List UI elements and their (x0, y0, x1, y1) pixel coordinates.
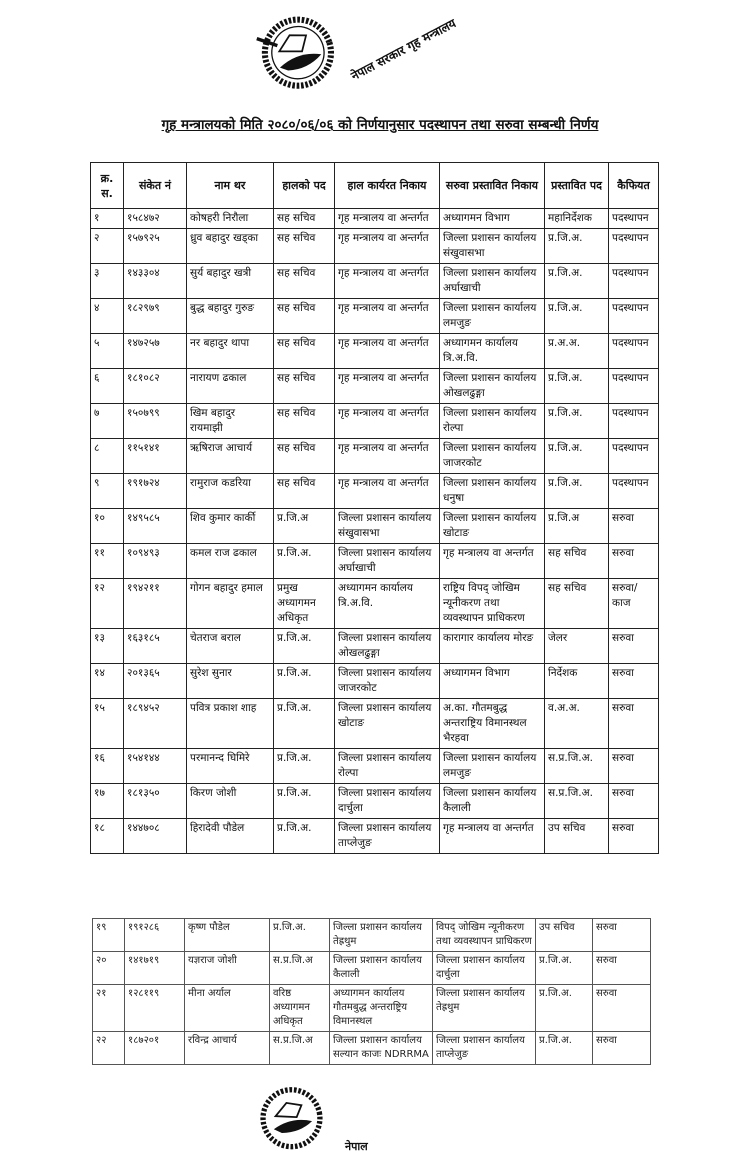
proposed-post-cell: उप सचिव (545, 819, 609, 854)
current-post-cell: प्र.जि.अ. (274, 664, 335, 699)
current-post-cell: प्र.जि.अ. (274, 629, 335, 664)
header-proposed-post: प्रस्तावित पद (545, 163, 609, 209)
serial-number-cell: ७ (91, 404, 124, 439)
employee-name-cell: कृष्ण पौडेल (185, 919, 270, 952)
proposed-office-cell: जिल्ला प्रशासन कार्यालय संखुवासभा (440, 229, 545, 264)
proposed-post-cell: व.अ.अ. (545, 699, 609, 749)
employee-name-cell: रविन्द्र आचार्य (185, 1032, 270, 1065)
code-number-cell: १६३१८५ (124, 629, 187, 664)
current-post-cell: प्र.जि.अ. (274, 544, 335, 579)
employee-name-cell: नर बहादुर थापा (187, 334, 274, 369)
serial-number-cell: ३ (91, 264, 124, 299)
code-number-cell: १८२९७९ (124, 299, 187, 334)
serial-number-cell: १५ (91, 699, 124, 749)
employee-name-cell: गोगन बहादुर हमाल (187, 579, 274, 629)
proposed-post-cell: सह सचिव (545, 544, 609, 579)
stamp-top-text: नेपाल सरकार गृह मन्त्रालय (348, 16, 459, 84)
code-number-cell: १४९५८५ (124, 509, 187, 544)
proposed-office-cell: अ.का. गौतमबुद्ध अन्तराष्ट्रिय विमानस्थल भैरहवा (440, 699, 545, 749)
transfer-table-continued (92, 918, 651, 1065)
employee-name-cell: चेतराज बराल (187, 629, 274, 664)
emblem-seal-icon (239, 0, 361, 109)
proposed-office-cell: अध्यागमन विभाग (440, 664, 545, 699)
serial-number-cell: ४ (91, 299, 124, 334)
proposed-office-cell: गृह मन्त्रालय वा अन्तर्गत (440, 819, 545, 854)
current-office-cell: जिल्ला प्रशासन कार्यालय रोल्पा (335, 749, 440, 784)
table-row (91, 579, 659, 629)
current-post-cell: सह सचिव (274, 334, 335, 369)
code-number-cell: १८१३५० (124, 784, 187, 819)
proposed-post-cell: प्र.जि.अ. (545, 299, 609, 334)
current-post-cell: प्र.जि.अ. (274, 699, 335, 749)
current-office-cell: जिल्ला प्रशासन कार्यालय कैलाली (330, 952, 433, 985)
remarks-cell: सरुवा/काज (609, 579, 659, 629)
current-post-cell: प्र.जि.अ. (274, 749, 335, 784)
current-post-cell: प्र.जि.अ. (274, 784, 335, 819)
proposed-post-cell: प्र.जि.अ. (545, 369, 609, 404)
remarks-cell: पदस्थापन (609, 474, 659, 509)
serial-number-cell: १० (91, 509, 124, 544)
code-number-cell: १८७२०१ (125, 1032, 185, 1065)
proposed-office-cell: जिल्ला प्रशासन कार्यालय जाजरकोट (440, 439, 545, 474)
serial-number-cell: १३ (91, 629, 124, 664)
table-row (91, 819, 659, 854)
code-number-cell: १९१७२४ (124, 474, 187, 509)
proposed-post-cell: स.प्र.जि.अ. (545, 749, 609, 784)
code-number-cell: १४१७१९ (125, 952, 185, 985)
current-post-cell: स.प्र.जि.अ (270, 952, 330, 985)
table-row (91, 664, 659, 699)
serial-number-cell: १९ (93, 919, 125, 952)
proposed-post-cell: प्र.जि.अ. (545, 264, 609, 299)
remarks-cell: सरुवा (593, 1032, 651, 1065)
employee-name-cell: ध्रुव बहादुर खड्का (187, 229, 274, 264)
table-row (91, 439, 659, 474)
code-number-cell: ११५१४१ (124, 439, 187, 474)
serial-number-cell: २ (91, 229, 124, 264)
proposed-office-cell: कारागार कार्यालय मोरङ (440, 629, 545, 664)
current-office-cell: जिल्ला प्रशासन कार्यालय ताप्लेजुङ (335, 819, 440, 854)
serial-number-cell: २० (93, 952, 125, 985)
code-number-cell: १२८११९ (125, 985, 185, 1032)
employee-name-cell: कोषहरी निरौला (187, 209, 274, 229)
proposed-office-cell: राष्ट्रिय विपद् जोखिम न्यूनीकरण तथा व्यवस्थापन प्राधिकरण (440, 579, 545, 629)
code-number-cell: १४४७०८ (124, 819, 187, 854)
current-office-cell: जिल्ला प्रशासन कार्यालय तेह्रथुम (330, 919, 433, 952)
current-office-cell: जिल्ला प्रशासन कार्यालय ओखलढुङ्गा (335, 629, 440, 664)
table-row (91, 509, 659, 544)
remarks-cell: पदस्थापन (609, 404, 659, 439)
current-post-cell: प्र.जि.अ. (270, 919, 330, 952)
current-post-cell: सह सचिव (274, 474, 335, 509)
proposed-office-cell: जिल्ला प्रशासन कार्यालय ओखलढुङ्गा (440, 369, 545, 404)
code-number-cell: २०१३६५ (124, 664, 187, 699)
current-office-cell: गृह मन्त्रालय वा अन्तर्गत (335, 229, 440, 264)
current-office-cell: अध्यागमन कार्यालय गौतमबुद्ध अन्तराष्ट्रिय विमानस्थल (330, 985, 433, 1032)
table-row (91, 629, 659, 664)
remarks-cell: सरुवा (609, 544, 659, 579)
employee-name-cell: परमानन्द घिमिरे (187, 749, 274, 784)
code-number-cell: १४३३०४ (124, 264, 187, 299)
current-office-cell: जिल्ला प्रशासन कार्यालय जाजरकोट (335, 664, 440, 699)
code-number-cell: १५४१४४ (124, 749, 187, 784)
code-number-cell: १५०७९९ (124, 404, 187, 439)
current-post-cell: सह सचिव (274, 229, 335, 264)
header-name: नाम थर (187, 163, 274, 209)
current-post-cell: सह सचिव (274, 369, 335, 404)
remarks-cell: सरुवा (609, 749, 659, 784)
remarks-cell: पदस्थापन (609, 209, 659, 229)
header-proposed-office: सरुवा प्रस्तावित निकाय (440, 163, 545, 209)
remarks-cell: पदस्थापन (609, 229, 659, 264)
employee-name-cell: सुर्य बहादुर खत्री (187, 264, 274, 299)
remarks-cell: सरुवा (593, 952, 651, 985)
table-row (91, 749, 659, 784)
code-number-cell: १०९४९३ (124, 544, 187, 579)
government-emblem-stamp-bottom (248, 1075, 343, 1170)
proposed-post-cell: प्र.जि.अ. (545, 474, 609, 509)
current-post-cell: सह सचिव (274, 404, 335, 439)
remarks-cell: पदस्थापन (609, 299, 659, 334)
current-office-cell: जिल्ला प्रशासन कार्यालय सल्यान काजः NDRRMA (330, 1032, 433, 1065)
proposed-post-cell: सह सचिव (545, 579, 609, 629)
employee-name-cell: किरण जोशी (187, 784, 274, 819)
table-row (91, 369, 659, 404)
table-row (93, 985, 651, 1032)
proposed-office-cell: जिल्ला प्रशासन कार्यालय रोल्पा (440, 404, 545, 439)
table-row (93, 952, 651, 985)
proposed-post-cell: प्र.जि.अ (545, 509, 609, 544)
stamp-bottom-text: नेपाल (345, 1140, 368, 1153)
header-current-office: हाल कार्यरत निकाय (335, 163, 440, 209)
proposed-office-cell: गृह मन्त्रालय वा अन्तर्गत (440, 544, 545, 579)
proposed-post-cell: प्र.अ.अ. (545, 334, 609, 369)
table-header-row (91, 163, 659, 209)
proposed-post-cell: निर्देशक (545, 664, 609, 699)
current-office-cell: जिल्ला प्रशासन कार्यालय दार्चुला (335, 784, 440, 819)
table-row (91, 264, 659, 299)
code-number-cell: १९४२११ (124, 579, 187, 629)
remarks-cell: सरुवा (609, 629, 659, 664)
proposed-office-cell: जिल्ला प्रशासन कार्यालय खोटाङ (440, 509, 545, 544)
remarks-cell: पदस्थापन (609, 334, 659, 369)
remarks-cell: सरुवा (609, 509, 659, 544)
code-number-cell: १८१०८२ (124, 369, 187, 404)
current-office-cell: गृह मन्त्रालय वा अन्तर्गत (335, 369, 440, 404)
remarks-cell: पदस्थापन (609, 439, 659, 474)
serial-number-cell: ८ (91, 439, 124, 474)
proposed-office-cell: अध्यागमन कार्यालय त्रि.अ.वि. (440, 334, 545, 369)
employee-name-cell: खिम बहादुर रायमाझी (187, 404, 274, 439)
current-post-cell: स.प्र.जि.अ (270, 1032, 330, 1065)
current-post-cell: प्रमुख अध्यागमन अधिकृत (274, 579, 335, 629)
document-title: गृह मन्त्रालयको मिति २०८०/०६/०६ को निर्णयानुसार पदस्थापन तथा सरुवा सम्बन्धी निर्णय (161, 117, 599, 133)
table-row (91, 474, 659, 509)
header-current-post: हालको पद (274, 163, 335, 209)
current-post-cell: वरिष्ठ अध्यागमन अधिकृत (270, 985, 330, 1032)
current-office-cell: जिल्ला प्रशासन कार्यालय संखुवासभा (335, 509, 440, 544)
employee-name-cell: ऋषिराज आचार्य (187, 439, 274, 474)
serial-number-cell: १२ (91, 579, 124, 629)
current-office-cell: गृह मन्त्रालय वा अन्तर्गत (335, 404, 440, 439)
table-row (93, 1032, 651, 1065)
proposed-post-cell: प्र.जि.अ. (545, 439, 609, 474)
table-row (91, 699, 659, 749)
employee-name-cell: हिरादेवी पौडेल (187, 819, 274, 854)
proposed-office-cell: जिल्ला प्रशासन कार्यालय कैलाली (440, 784, 545, 819)
employee-name-cell: यज्ञराज जोशी (185, 952, 270, 985)
current-office-cell: गृह मन्त्रालय वा अन्तर्गत (335, 264, 440, 299)
current-post-cell: प्र.जि.अ. (274, 819, 335, 854)
code-number-cell: १५८४७२ (124, 209, 187, 229)
proposed-office-cell: जिल्ला प्रशासन कार्यालय दार्चुला (433, 952, 536, 985)
code-number-cell: १९१२८६ (125, 919, 185, 952)
proposed-post-cell: प्र.जि.अ. (545, 404, 609, 439)
table-row (91, 209, 659, 229)
current-office-cell: गृह मन्त्रालय वा अन्तर्गत (335, 474, 440, 509)
serial-number-cell: २२ (93, 1032, 125, 1065)
proposed-office-cell: अध्यागमन विभाग (440, 209, 545, 229)
proposed-office-cell: जिल्ला प्रशासन कार्यालय ताप्लेजुङ (433, 1032, 536, 1065)
current-post-cell: सह सचिव (274, 299, 335, 334)
employee-name-cell: पवित्र प्रकाश शाह (187, 699, 274, 749)
current-office-cell: गृह मन्त्रालय वा अन्तर्गत (335, 209, 440, 229)
proposed-post-cell: प्र.जि.अ. (536, 1032, 593, 1065)
proposed-post-cell: महानिर्देशक (545, 209, 609, 229)
current-post-cell: प्र.जि.अ (274, 509, 335, 544)
remarks-cell: सरुवा (593, 985, 651, 1032)
proposed-post-cell: प्र.जि.अ. (545, 229, 609, 264)
serial-number-cell: १७ (91, 784, 124, 819)
proposed-office-cell: जिल्ला प्रशासन कार्यालय लमजुङ (440, 749, 545, 784)
current-office-cell: गृह मन्त्रालय वा अन्तर्गत (335, 299, 440, 334)
table-row (91, 334, 659, 369)
current-office-cell: गृह मन्त्रालय वा अन्तर्गत (335, 334, 440, 369)
current-office-cell: जिल्ला प्रशासन कार्यालय खोटाङ (335, 699, 440, 749)
proposed-office-cell: विपद् जोखिम न्यूनीकरण तथा व्यवस्थापन प्राधिकरण (433, 919, 536, 952)
code-number-cell: १४७२५७ (124, 334, 187, 369)
serial-number-cell: १ (91, 209, 124, 229)
table-row (91, 784, 659, 819)
emblem-seal-icon (248, 1075, 343, 1170)
current-office-cell: जिल्ला प्रशासन कार्यालय अर्घाखाची (335, 544, 440, 579)
serial-number-cell: १६ (91, 749, 124, 784)
header-remarks: कैफियत (609, 163, 659, 209)
table-row (91, 299, 659, 334)
proposed-office-cell: जिल्ला प्रशासन कार्यालय धनुषा (440, 474, 545, 509)
table-row (91, 229, 659, 264)
proposed-post-cell: उप सचिव (536, 919, 593, 952)
proposed-office-cell: जिल्ला प्रशासन कार्यालय लमजुङ (440, 299, 545, 334)
employee-name-cell: शिव कुमार कार्की (187, 509, 274, 544)
table-row (93, 919, 651, 952)
serial-number-cell: ५ (91, 334, 124, 369)
table-row (91, 404, 659, 439)
code-number-cell: १५७९२५ (124, 229, 187, 264)
proposed-office-cell: जिल्ला प्रशासन कार्यालय तेह्रथुम (433, 985, 536, 1032)
employee-name-cell: नारायण ढकाल (187, 369, 274, 404)
current-post-cell: सह सचिव (274, 439, 335, 474)
remarks-cell: सरुवा (593, 919, 651, 952)
government-emblem-stamp-top (239, 0, 361, 109)
serial-number-cell: १४ (91, 664, 124, 699)
remarks-cell: पदस्थापन (609, 264, 659, 299)
employee-name-cell: मीना अर्याल (185, 985, 270, 1032)
code-number-cell: १८९४५२ (124, 699, 187, 749)
employee-name-cell: बुद्ध बहादुर गुरुङ (187, 299, 274, 334)
current-office-cell: गृह मन्त्रालय वा अन्तर्गत (335, 439, 440, 474)
proposed-office-cell: जिल्ला प्रशासन कार्यालय अर्घाखाची (440, 264, 545, 299)
transfer-table (90, 162, 659, 854)
serial-number-cell: ६ (91, 369, 124, 404)
proposed-post-cell: प्र.जि.अ. (536, 952, 593, 985)
header-sn: क्र. स. (91, 163, 124, 209)
table-row (91, 544, 659, 579)
remarks-cell: सरुवा (609, 699, 659, 749)
employee-name-cell: सुरेश सुनार (187, 664, 274, 699)
remarks-cell: पदस्थापन (609, 369, 659, 404)
serial-number-cell: ११ (91, 544, 124, 579)
remarks-cell: सरुवा (609, 784, 659, 819)
remarks-cell: सरुवा (609, 664, 659, 699)
serial-number-cell: ९ (91, 474, 124, 509)
remarks-cell: सरुवा (609, 819, 659, 854)
proposed-post-cell: प्र.जि.अ. (536, 985, 593, 1032)
serial-number-cell: २१ (93, 985, 125, 1032)
current-office-cell: अध्यागमन कार्यालय त्रि.अ.वि. (335, 579, 440, 629)
employee-name-cell: कमल राज ढकाल (187, 544, 274, 579)
serial-number-cell: १८ (91, 819, 124, 854)
employee-name-cell: रामुराज कडरिया (187, 474, 274, 509)
current-post-cell: सह सचिव (274, 264, 335, 299)
proposed-post-cell: स.प्र.जि.अ. (545, 784, 609, 819)
current-post-cell: सह सचिव (274, 209, 335, 229)
header-code: संकेत नं (124, 163, 187, 209)
proposed-post-cell: जेलर (545, 629, 609, 664)
